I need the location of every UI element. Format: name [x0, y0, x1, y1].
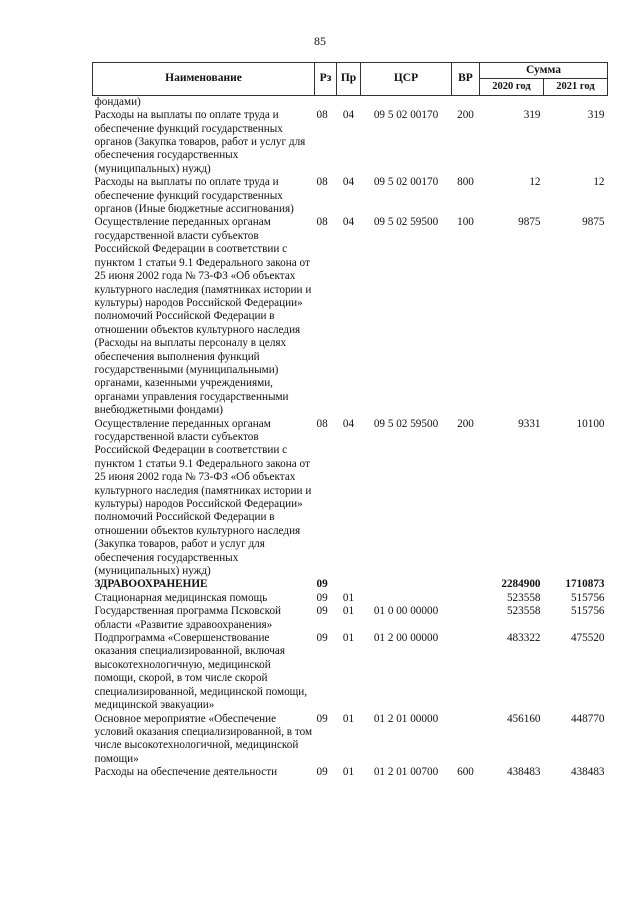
- cell-2021: 12: [593, 176, 605, 189]
- cell-2020: 9331: [518, 417, 541, 430]
- cell-csr: [361, 592, 452, 605]
- cell-2021: [544, 95, 608, 109]
- cell-pr: 01: [342, 632, 355, 645]
- cell-rz: 08: [316, 176, 328, 189]
- cell-2020: 456160: [506, 712, 541, 725]
- cell-2020: 2284900: [501, 578, 541, 591]
- table-row: [93, 216, 608, 417]
- cell-2021: 515756: [570, 591, 605, 604]
- cell-2021: 448770: [570, 712, 605, 725]
- header-csr: ЦСР: [361, 63, 452, 96]
- cell-2020: 319: [523, 109, 541, 122]
- page-number: 85: [314, 34, 326, 48]
- table-row: [93, 713, 608, 767]
- cell-name: Государственная программа Псковской области «Развитие здравоохранения»: [94, 605, 282, 631]
- cell-csr: [361, 95, 452, 109]
- cell-csr: 09 5 02 59500: [373, 216, 439, 229]
- cell-pr: 04: [342, 176, 355, 189]
- cell-2020: 12: [529, 176, 541, 189]
- table-row: [93, 605, 608, 632]
- budget-table: [92, 62, 608, 780]
- cell-csr: 01 2 00 00000: [373, 632, 439, 645]
- cell-2021: 438483: [570, 766, 605, 779]
- cell-2021: 515756: [570, 605, 605, 618]
- cell-vr: [452, 95, 480, 109]
- cell-rz: 09: [316, 578, 328, 591]
- cell-vr: [452, 592, 480, 605]
- cell-vr: [452, 632, 480, 712]
- cell-pr: 04: [342, 417, 355, 430]
- cell-csr: 01 2 01 00700: [373, 766, 439, 779]
- cell-pr: 04: [342, 216, 355, 229]
- cell-2020: 523558: [506, 605, 541, 618]
- cell-vr: 600: [457, 766, 474, 779]
- table-row: [93, 95, 608, 109]
- cell-rz: 08: [316, 417, 328, 430]
- header-year-2020: 2020 год: [480, 79, 544, 95]
- cell-pr: 04: [342, 109, 355, 122]
- cell-name: Расходы на выплаты по оплате труда и обеспечение функций государственных органов (Иные бюджетные ассигнования): [94, 176, 294, 216]
- cell-name: Осуществление переданных органам государственной власти субъектов Российской Федерации в соответствии с пунктом 1 статьи 9.1 Федерального закона от 25 июня 2002 года № 73-ФЗ «Об объектах культурного наследия (памятниках истории и культуры) народов Российской Федерации» полномочий Российской Федерации в отношении объектов культурного наследия (Закупка товаров, работ и услуг для обеспечения государственных (муниципальных) нужд): [94, 417, 312, 578]
- cell-vr: 200: [457, 417, 474, 430]
- cell-name: Расходы на обеспечение деятельности: [94, 766, 278, 779]
- cell-rz: 09: [316, 632, 328, 645]
- cell-pr: 01: [342, 766, 355, 779]
- cell-vr: [452, 713, 480, 767]
- cell-name: фондами): [94, 95, 141, 108]
- cell-rz: 09: [316, 605, 328, 618]
- cell-csr: 09 5 02 00170: [373, 176, 439, 189]
- cell-pr: 01: [342, 605, 355, 618]
- cell-pr: [337, 578, 361, 591]
- cell-2020: 523558: [506, 591, 541, 604]
- cell-rz: 09: [316, 591, 328, 604]
- table-row: [93, 176, 608, 216]
- cell-2021: 319: [587, 109, 605, 122]
- table-row: [93, 109, 608, 176]
- header-name: Наименование: [93, 63, 315, 96]
- cell-name: Стационарная медицинская помощь: [94, 591, 268, 604]
- cell-name: ЗДРАВООХРАНЕНИЕ: [94, 578, 208, 591]
- cell-csr: 09 5 02 59500: [373, 417, 439, 430]
- cell-csr: 01 2 01 00000: [373, 712, 439, 725]
- cell-pr: 01: [342, 712, 355, 725]
- cell-vr: [452, 605, 480, 632]
- cell-2020: 9875: [518, 216, 541, 229]
- table-header: [93, 63, 608, 96]
- cell-2021: 9875: [582, 216, 605, 229]
- header-rz: Рз: [315, 63, 337, 96]
- cell-vr: 100: [457, 216, 474, 229]
- cell-name: Основное мероприятие «Обеспечение условий оказания специализированной, в том числе высокотехнологичной, медицинской помощи»: [94, 712, 313, 765]
- header-year-2021: 2021 год: [544, 79, 608, 95]
- cell-csr: 01 0 00 00000: [373, 605, 439, 618]
- cell-pr: 01: [342, 591, 355, 604]
- cell-2020: 483322: [506, 632, 541, 645]
- cell-name: Подпрограмма «Совершенствование оказания специализированной, включая высокотехнологичную, медицинской помощи, скорой, в том числе скорой специализированной, медицинской помощи, медицинской эвакуации»: [94, 632, 308, 712]
- table-row: [93, 418, 608, 579]
- cell-2020: 438483: [506, 766, 541, 779]
- cell-csr: 09 5 02 00170: [373, 109, 439, 122]
- cell-rz: 08: [316, 216, 328, 229]
- cell-2021: 1710873: [565, 578, 605, 591]
- cell-vr: 800: [457, 176, 474, 189]
- table-row: [93, 592, 608, 605]
- cell-vr: 200: [457, 109, 474, 122]
- cell-2021: 475520: [570, 632, 605, 645]
- table-row: [93, 578, 608, 591]
- cell-rz: 08: [316, 109, 328, 122]
- header-vr: ВР: [452, 63, 480, 96]
- cell-csr: [361, 578, 452, 591]
- cell-pr: [337, 95, 361, 109]
- cell-name: Расходы на выплаты по оплате труда и обеспечение функций государственных органов (Закупка товаров, работ и услуг для обеспечения государственных (муниципальных) нужд): [94, 109, 306, 175]
- cell-rz: 09: [316, 766, 328, 779]
- table-row: [93, 766, 608, 779]
- cell-rz: [315, 95, 337, 109]
- cell-2020: [480, 95, 544, 109]
- cell-name: Осуществление переданных органам государственной власти субъектов Российской Федерации в соответствии с пунктом 1 статьи 9.1 Федерального закона от 25 июня 2002 года № 73-ФЗ «Об объектах культурного наследия (памятниках истории и культуры) народов Российской Федерации» полномочий Российской Федерации в отношении объектов культурного наследия (Расходы на выплаты персоналу в целях обеспечения выполнения функций государственными (муниципальными) органами, казенными учреждениями, органами управления государственными внебюджетными фондами): [94, 216, 312, 417]
- cell-2021: 10100: [576, 417, 605, 430]
- header-pr: Пр: [337, 63, 361, 96]
- cell-rz: 09: [316, 712, 328, 725]
- table-row: [93, 632, 608, 712]
- cell-vr: [452, 578, 480, 591]
- table-body: [93, 95, 608, 779]
- header-sum: Сумма: [480, 63, 608, 79]
